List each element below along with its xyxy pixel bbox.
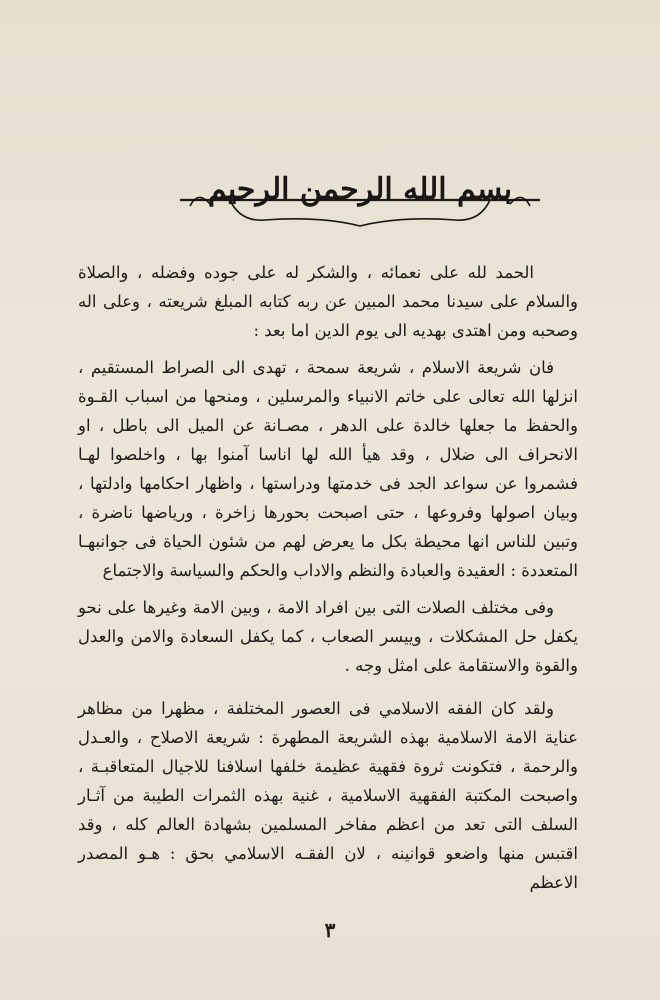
paragraph-intro: الحمد لله على نعمائه ، والشكر له على جوده وفضله ، والصلاة والسلام على سيدنا محمد المبين عن ربه كتابه المبلغ شريعته ، وعلى اله وصحبه ومن اهتدى بهديه الى يوم الدين اما بعد : xyxy=(78,263,578,340)
paragraph-fiqh: ولقد كان الفقه الاسلامي فى العصور المختلفة ، مظهرا من مظاهر عناية الامة الاسلامية بهذه الشريعة المطهرة : شريعة الاصلاح ، والعـدل والرحمة ، فتكونت ثروة فقهية عظيمة خلفها اسلافنا للاجيال المتعاقبـة ، واصبحت المكتبة الفقهية الاسلامية ، غنية بهذه الثمرات الطيبة من آثـار السلف التى تعد من اعظم مفاخر المسلمين بشهادة العالم كله ، وقد اقتبس منها واضعو قوانينه ، لان الفقـه الاسلامي بحق : هـو المصدر الاعظم xyxy=(78,699,578,892)
paragraph-relations: وفى مختلف الصلات التى بين افراد الامة ، وبين الامة وغيرها على نحو يكفل حل المشكلات ، وييسر الصعاب ، كما يكفل السعادة والامن والعدل والقوة والاستقامة على امثل وجه . xyxy=(78,598,578,675)
basmala-text: بسم الله الرحمن الرحيم xyxy=(207,172,513,207)
basmala-heading xyxy=(170,160,550,250)
body-text xyxy=(78,258,578,905)
page-number: ٣ xyxy=(324,918,336,942)
paragraph-shariah: فان شريعة الاسلام ، شريعة سمحة ، تهدى الى الصراط المستقيم ، انزلها الله تعالى على خاتم الانبياء والمرسلين ، ومنحها من اسباب القـوة والحفظ ما جعلها خالدة على الدهر ، مصـانة عن الميل الى باطل ، او الانحراف الى ضلال ، وقد هيأ الله لها اناسا آمنوا بها ، واخلصوا لهـا فشمروا عن سواعد الجد فى خدمتها ودراستها ، واظهار احكامها وادلتها ، وبيان اصولها وفروعها ، حتى اصبحت بحورها زاخرة ، ورياضها ناضرة ، وتبين للناس انها محيطة بكل ما يعرض لهم من شئون الحياة فى جوانبهـا المتعددة : العقيدة والعبادة والنظم والاداب والحكم والسياسة والاجتماع xyxy=(78,358,578,580)
